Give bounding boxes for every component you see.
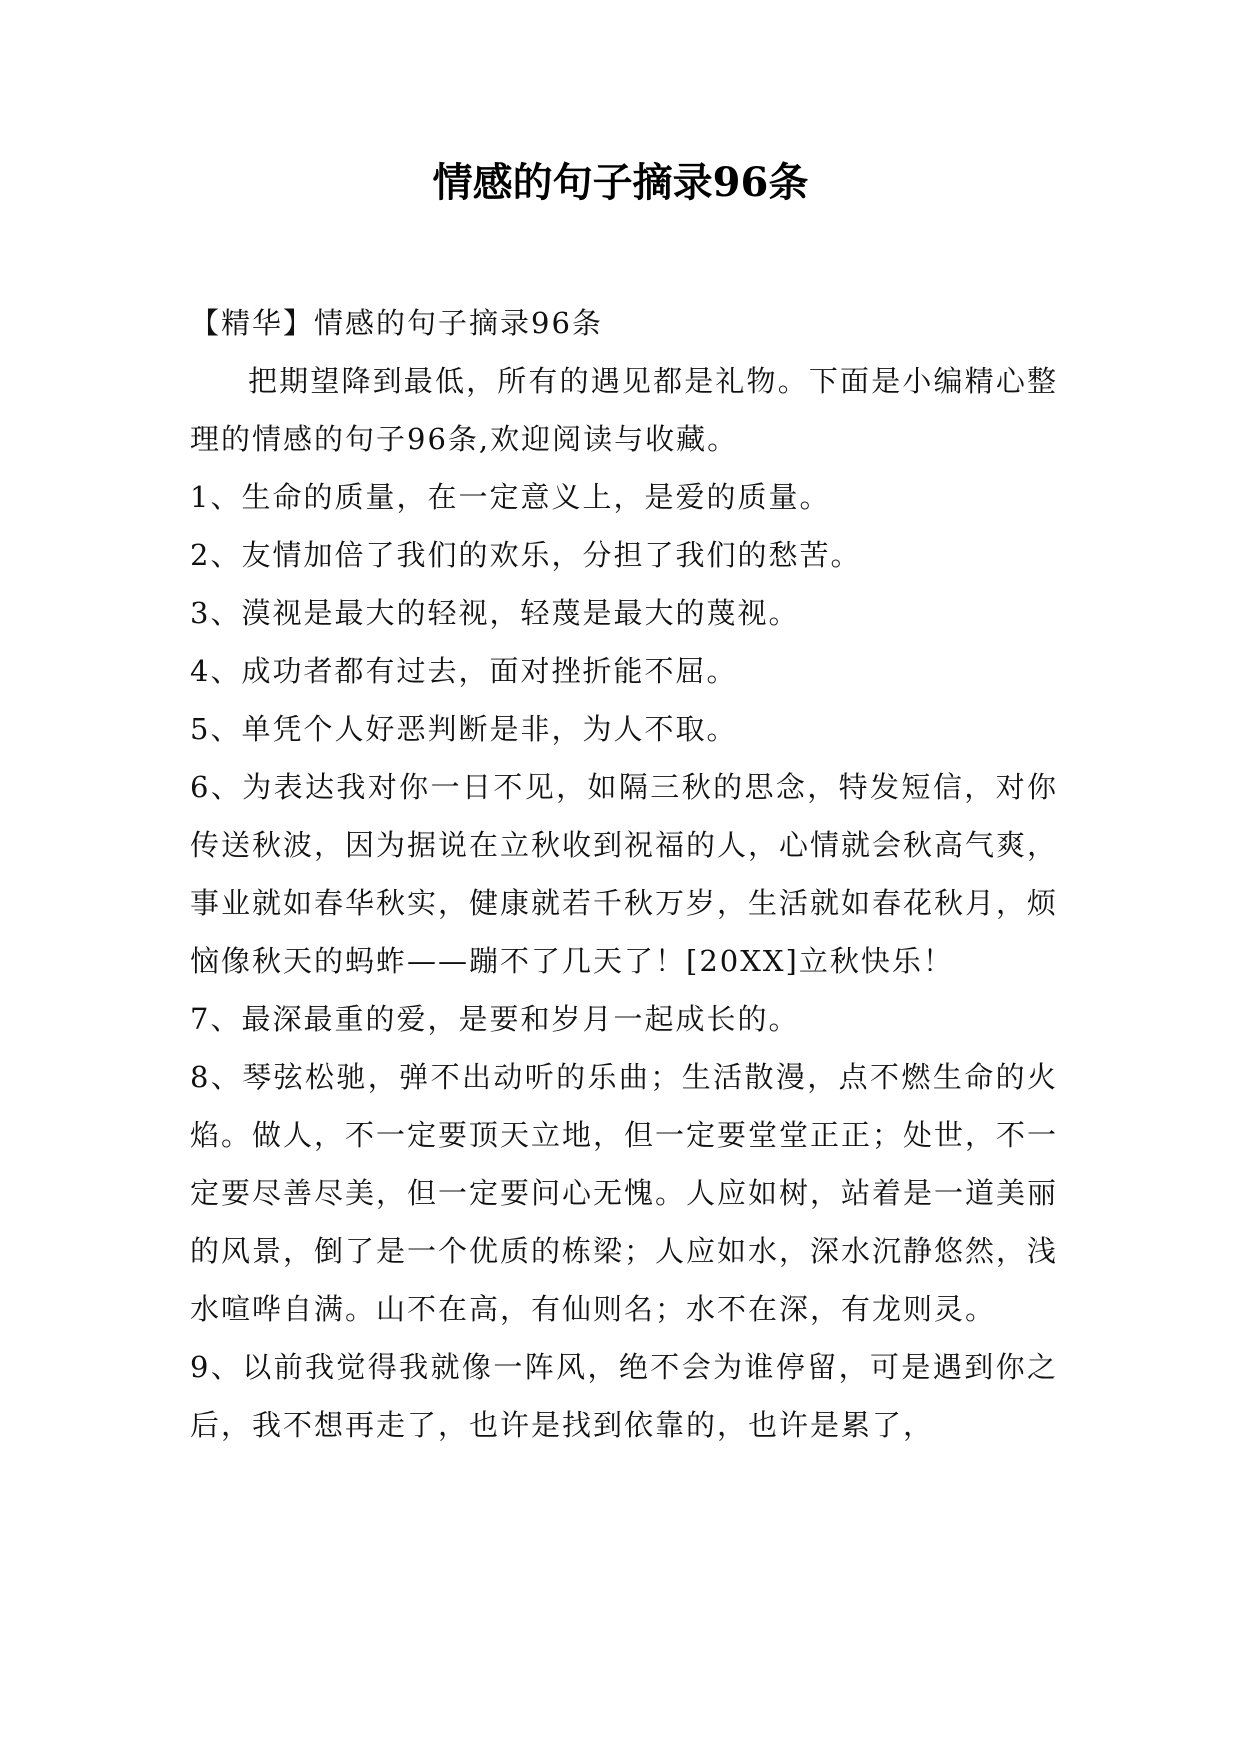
intro-paragraph: 把期望降到最低，所有的遇见都是礼物。下面是小编精心整理的情感的句子96条,欢迎阅读与收藏。 (190, 364, 1058, 456)
list-item: 5、单凭个人好恶判断是非，为人不取。 (190, 712, 738, 746)
list-item: 9、以前我觉得我就像一阵风，绝不会为谁停留，可是遇到你之后，我不想再走了，也许是找到依靠的，也许是累了， (190, 1350, 1058, 1442)
list-item: 6、为表达我对你一日不见，如隔三秋的思念，特发短信，对你传送秋波，因为据说在立秋收到祝福的人，心情就会秋高气爽，事业就如春华秋实，健康就若千秋万岁，生活就如春花秋月，烦恼像秋天的蚂蚱——蹦不了几天了！[20XX]立秋快乐！ (190, 770, 1059, 978)
document-subtitle: 【精华】情感的句子摘录96条 (190, 306, 603, 340)
list-item: 2、友情加倍了我们的欢乐，分担了我们的愁苦。 (190, 538, 862, 572)
list-item: 3、漠视是最大的轻视，轻蔑是最大的蔑视。 (190, 596, 800, 630)
list-item: 1、生命的质量，在一定意义上，是爱的质量。 (190, 480, 831, 514)
list-item: 8、琴弦松驰，弹不出动听的乐曲；生活散漫，点不燃生命的火焰。做人，不一定要顶天立地，但一定要堂堂正正；处世，不一定要尽善尽美，但一定要问心无愧。人应如树，站着是一道美丽的风景，倒了是一个优质的栋梁；人应如水，深水沉静悠然，浅水喧哗自满。山不在高，有仙则名；水不在深，有龙则灵。 (190, 1060, 1059, 1326)
list-item: 4、成功者都有过去，面对挫折能不屈。 (190, 654, 738, 688)
list-item: 7、最深最重的爱，是要和岁月一起成长的。 (190, 1002, 800, 1036)
document-title: 情感的句子摘录96条 (432, 159, 809, 206)
document-body (190, 294, 1058, 1454)
